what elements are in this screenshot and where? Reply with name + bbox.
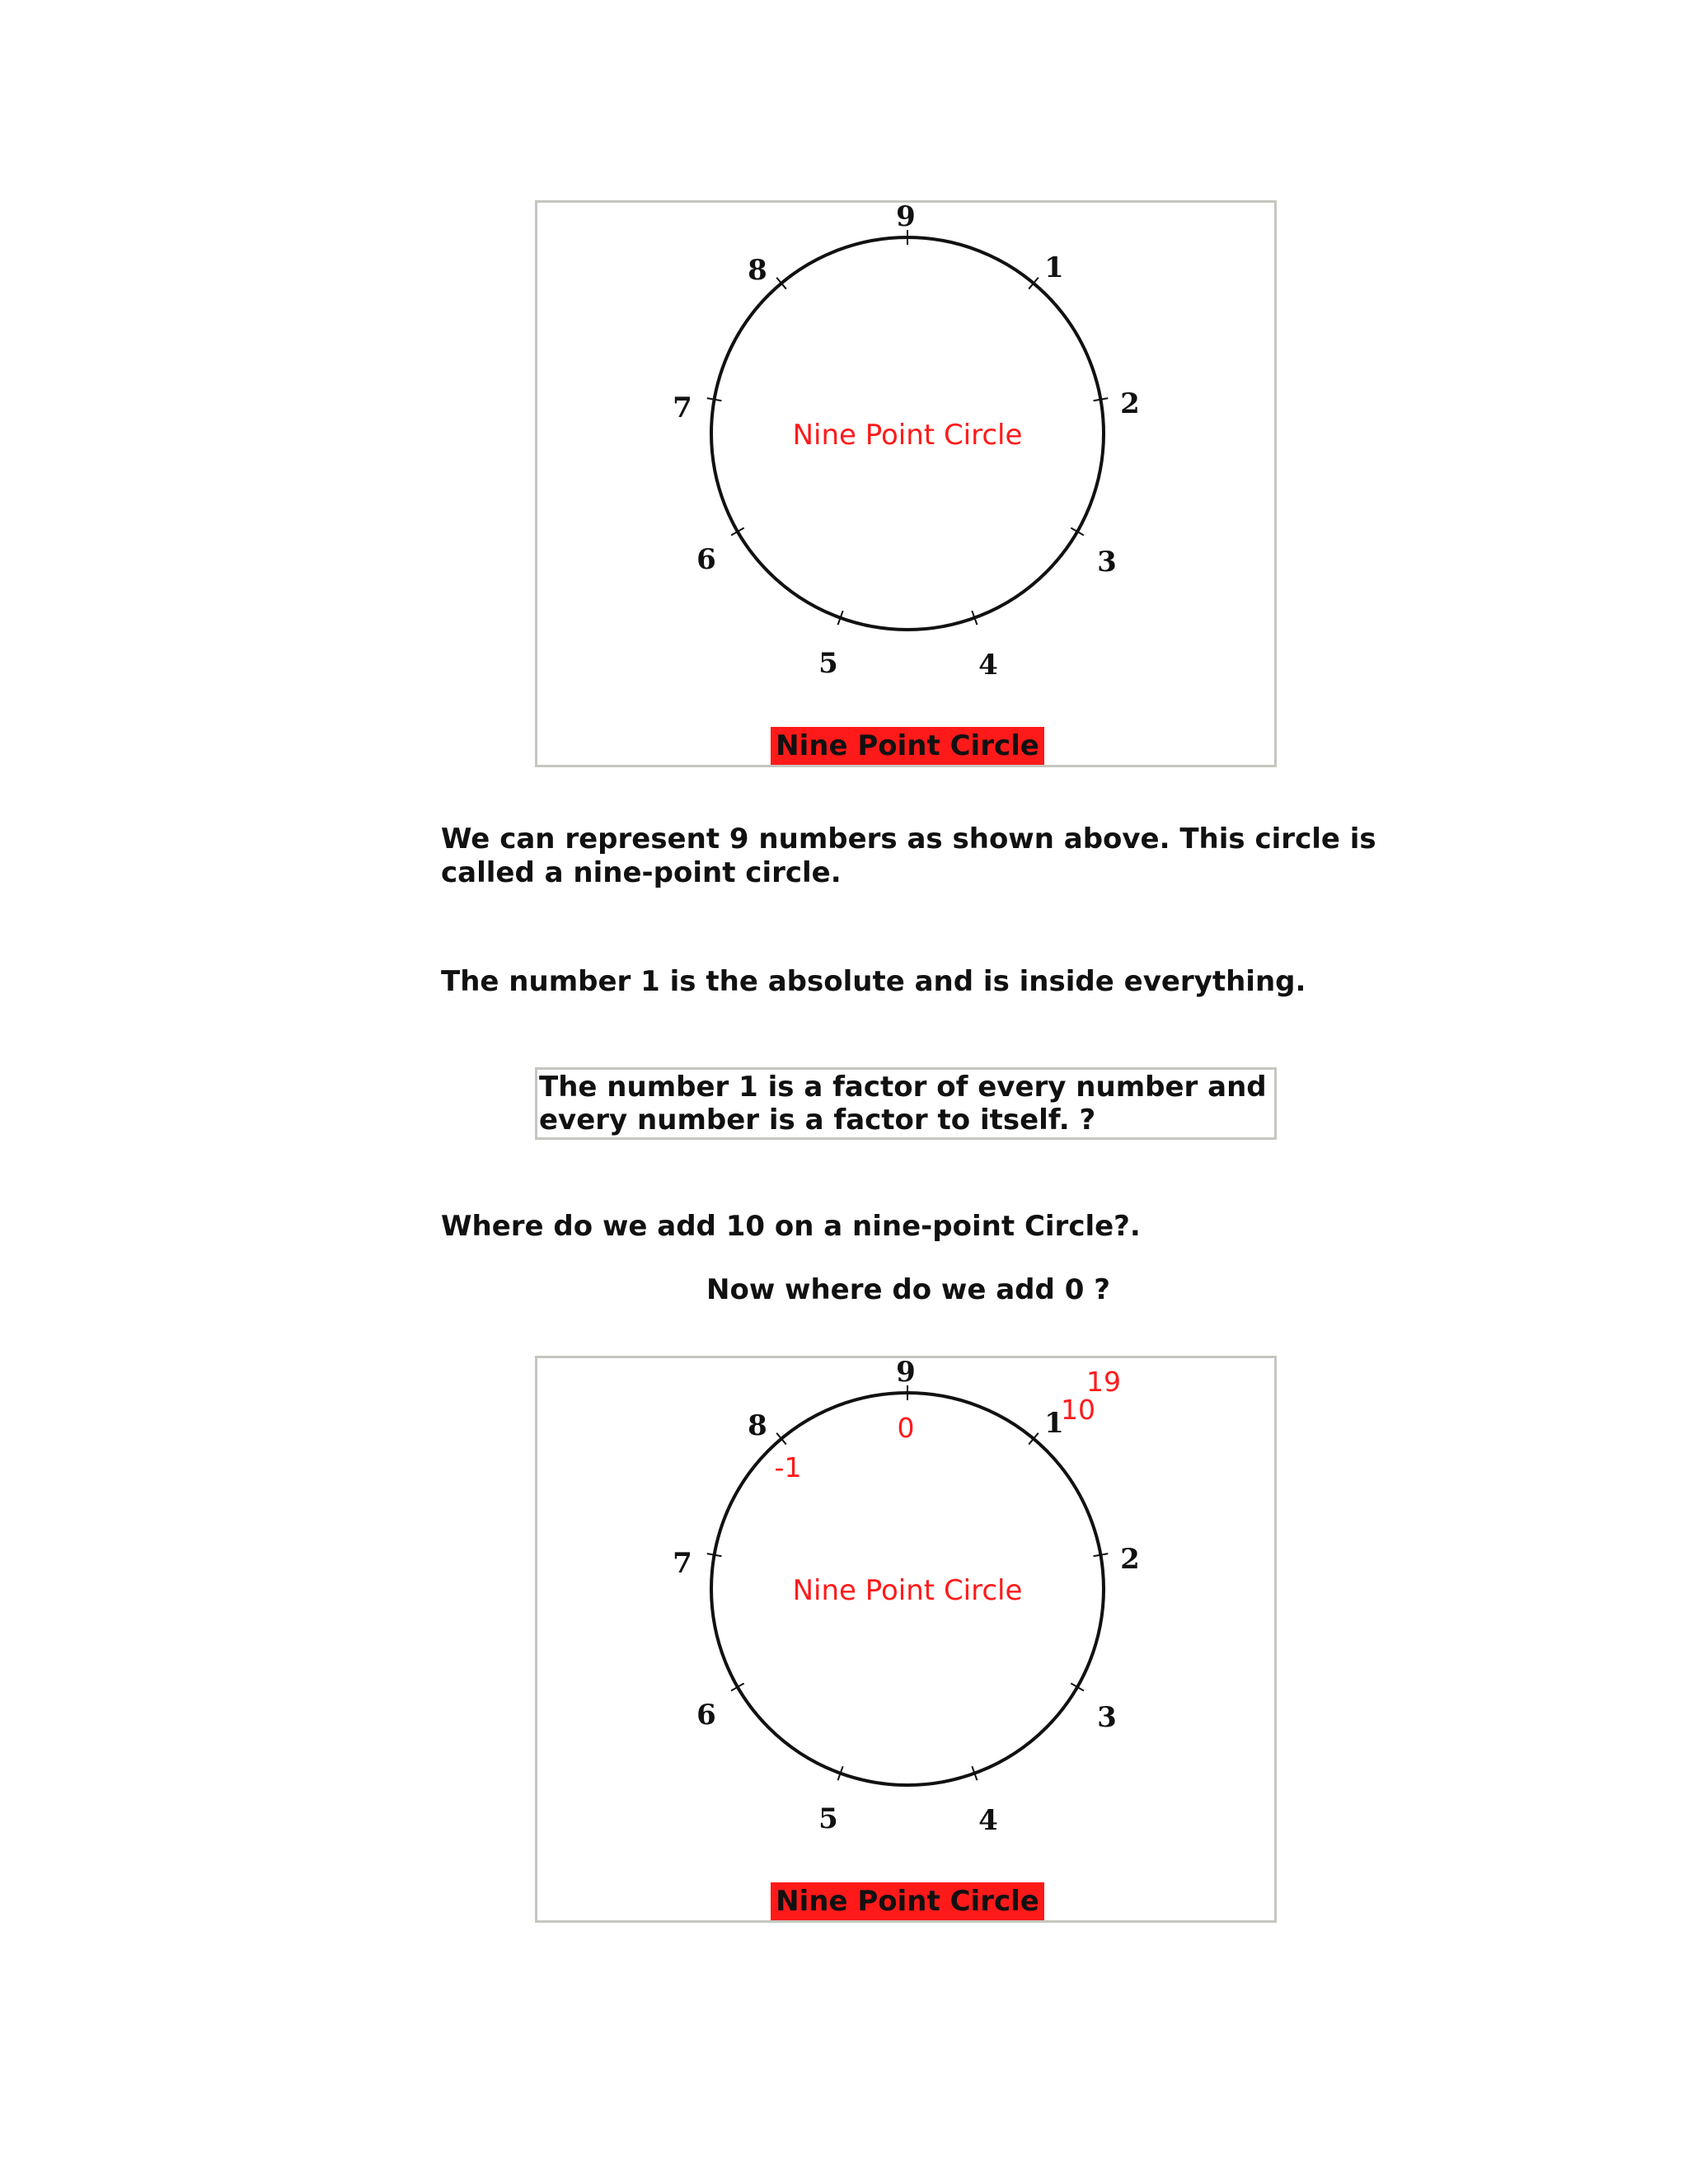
- factor-note-box: The number 1 is a factor of every number and every number is a factor to itself. ?: [535, 1067, 1277, 1140]
- label-5: 5: [818, 1802, 838, 1835]
- label-4: 4: [978, 1804, 998, 1837]
- circle-center-label: Nine Point Circle: [792, 419, 1023, 452]
- label-4: 4: [978, 649, 998, 682]
- nine-point-circle-figure-2: [535, 1356, 1277, 1923]
- label-19: 19: [1086, 1366, 1121, 1398]
- label-2: 2: [1120, 1543, 1140, 1576]
- label-minus-1: -1: [774, 1451, 802, 1483]
- label-6: 6: [696, 543, 716, 576]
- label-7: 7: [673, 391, 692, 424]
- label-0: 0: [897, 1412, 915, 1444]
- nine-point-circle-figure-1: [535, 200, 1277, 767]
- label-8: 8: [748, 254, 767, 287]
- label-1: 1: [1044, 1407, 1064, 1440]
- label-2: 2: [1120, 387, 1140, 420]
- nine-point-circle-diagram-2: [537, 1358, 1274, 1920]
- paragraph-absolute: The number 1 is the absolute and is inside everything.: [441, 965, 1306, 998]
- label-1: 1: [1044, 251, 1064, 284]
- figure-caption: Nine Point Circle: [771, 727, 1044, 765]
- label-5: 5: [818, 647, 838, 680]
- label-3: 3: [1097, 1701, 1117, 1734]
- label-3: 3: [1097, 546, 1117, 579]
- nine-point-circle-diagram-1: [537, 203, 1274, 765]
- label-9: 9: [896, 203, 916, 233]
- figure-caption: Nine Point Circle: [771, 1882, 1044, 1920]
- paragraph-nine-point-intro: We can represent 9 numbers as shown above. This circle is called a nine-point circle.: [441, 823, 1376, 889]
- question-add-0: Now where do we add 0 ?: [706, 1273, 1110, 1306]
- label-7: 7: [673, 1547, 692, 1580]
- circle-center-label: Nine Point Circle: [792, 1574, 1023, 1607]
- label-6: 6: [696, 1699, 716, 1732]
- question-add-10: Where do we add 10 on a nine-point Circle?.: [441, 1210, 1141, 1243]
- label-9: 9: [896, 1358, 916, 1389]
- label-8: 8: [748, 1409, 767, 1442]
- label-10: 10: [1061, 1394, 1095, 1426]
